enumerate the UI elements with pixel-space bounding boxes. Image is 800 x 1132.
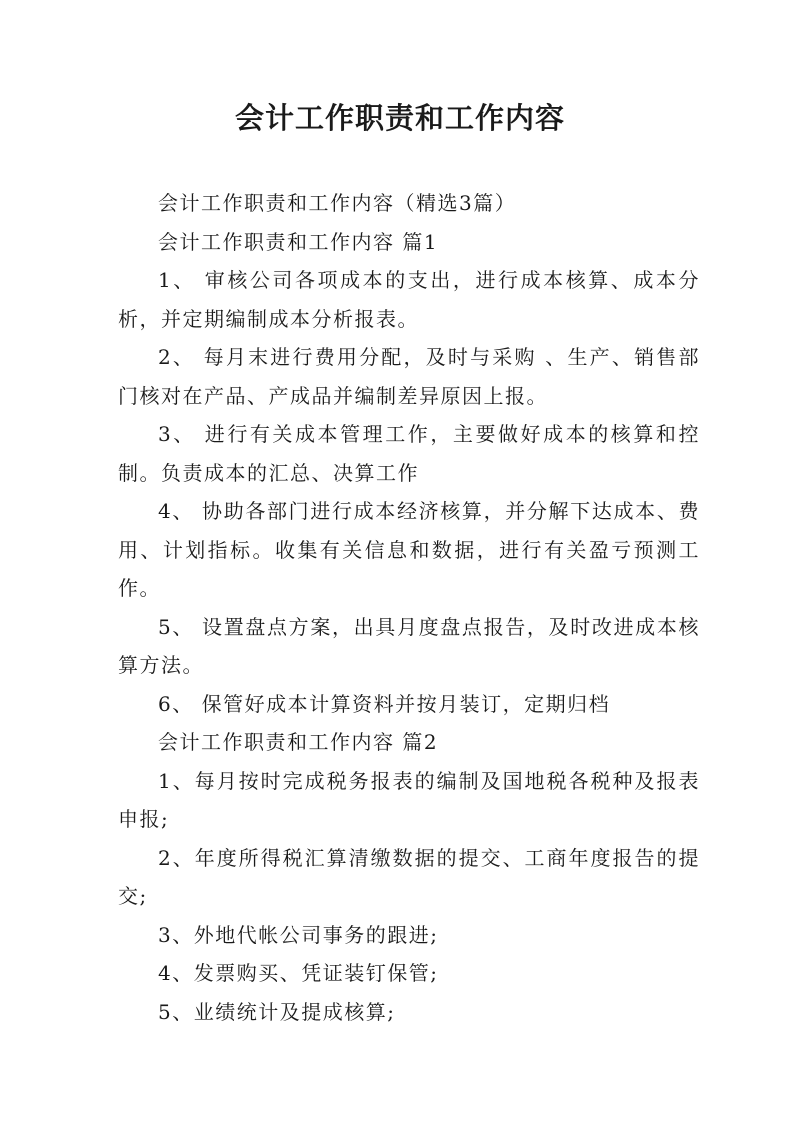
duty-item: 1、 审核公司各项成本的支出，进行成本核算、成本分析，并定期编制成本分析报表。 [118,268,700,331]
duty-item: 4、 协助各部门进行成本经济核算，并分解下达成本、费用、计划指标。收集有关信息和数据，进行有关盈亏预测工作。 [118,499,700,600]
duty-item: 5、业绩统计及提成核算; [158,999,396,1024]
section-heading-1: 会计工作职责和工作内容 篇1 [158,229,439,254]
document-body [118,184,700,1031]
document-title: 会计工作职责和工作内容 [234,101,565,135]
duty-item: 1、每月按时完成税务报表的编制及国地税各税种及报表申报; [118,768,700,831]
duty-item: 3、 进行有关成本管理工作，主要做好成本的核算和控制。负责成本的汇总、决算工作 [118,422,700,485]
section-heading-2: 会计工作职责和工作内容 篇2 [158,730,439,754]
duty-item: 2、 每月末进行费用分配，及时与采购 、生产、销售部门核对在产品、产成品并编制差异原因上报。 [118,345,700,408]
duty-item: 4、发票购买、凭证装钉保管; [158,961,439,985]
duty-item: 3、外地代帐公司事务的跟进; [158,922,439,947]
duty-item: 6、 保管好成本计算资料并按月装订，定期归档 [158,691,611,716]
duty-item: 5、 设置盘点方案，出具月度盘点报告，及时改进成本核算方法。 [118,614,700,677]
duty-item: 2、年度所得税汇算清缴数据的提交、工商年度报告的提交; [118,845,700,908]
intro-heading: 会计工作职责和工作内容（精选3篇） [158,191,517,215]
